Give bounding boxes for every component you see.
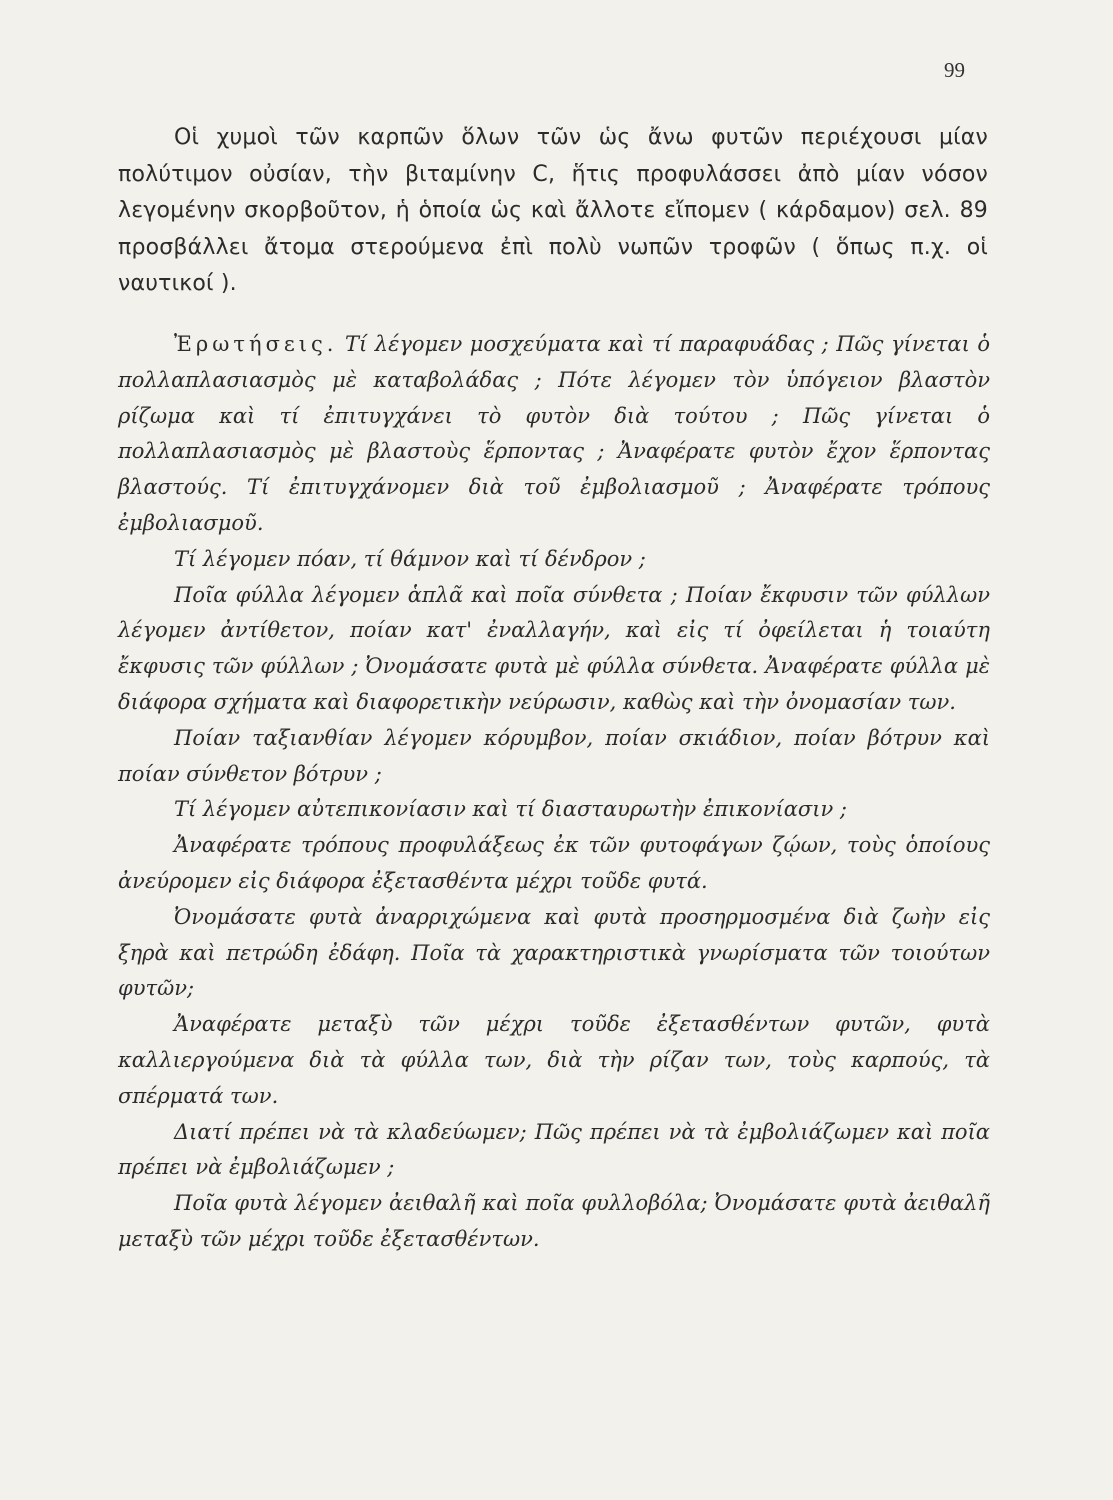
question-paragraph: Ἀναφέρατε μεταξὺ τῶν μέχρι τοῦδε ἐξετασθέντων φυτῶν, φυτὰ καλλιεργούμενα διὰ τὰ φύλλα των, διὰ τὴν ρίζαν των, τοὺς καρπούς, τὰ σπέρματά των. bbox=[118, 1012, 990, 1108]
intro-section bbox=[118, 120, 988, 303]
intro-paragraph: Οἱ χυμοὶ τῶν καρπῶν ὅλων τῶν ὡς ἄνω φυτῶν περιέχουσι μίαν πολύτιμον οὐσίαν, τὴν βιταμίνην C, ἥτις προφυλάσσει ἀπὸ μίαν νόσον λεγομένην σκορβοῦτον, ἡ ὁποία ὡς καὶ ἄλλοτε εἴπομεν ( κάρδαμον) σελ. 89 προσβάλλει ἄτομα στερούμενα ἐπὶ πολὺ νωπῶν τροφῶν ( ὅπως π.χ. οἱ ναυτικοί ). bbox=[118, 125, 988, 296]
questions-first-text: Τί λέγομεν μοσχεύματα καὶ τί παραφυάδας ; Πῶς γίνεται ὁ πολλαπλασιασμὸς μὲ καταβολάδας ; Πότε λέγομεν τὸν ὑπόγειον βλαστὸν ρίζωμα καὶ τί ἐπιτυγχάνει τὸ φυτὸν διὰ τούτου ; Πῶς γίνεται ὁ πολλαπλασιασμὸς μὲ βλαστοὺς ἕρποντας ; Ἀναφέρατε φυτὸν ἔχον ἕρποντας βλαστούς. Τί ἐπιτυγχάνομεν διὰ τοῦ ἐμβολιασμοῦ ; Ἀναφέρατε τρόπους ἐμβολιασμοῦ. bbox=[118, 332, 990, 535]
question-paragraph: Τί λέγομεν πόαν, τί θάμνον καὶ τί δένδρον ; bbox=[174, 546, 646, 571]
question-paragraph: Διατί πρέπει νὰ τὰ κλαδεύωμεν; Πῶς πρέπει νὰ τὰ ἐμβολιάζωμεν καὶ ποῖα πρέπει νὰ ἐμβολιάζωμεν ; bbox=[118, 1119, 990, 1180]
questions-first-paragraph bbox=[118, 327, 990, 542]
question-paragraph: Ποίαν ταξιανθίαν λέγομεν κόρυμβον, ποίαν σκιάδιον, ποίαν βότρυν καὶ ποίαν σύνθετον βότρυν ; bbox=[118, 725, 990, 786]
question-paragraph: Τί λέγομεν αὐτεπικονίασιν καὶ τί διασταυρωτὴν ἐπικονίασιν ; bbox=[174, 797, 847, 822]
question-paragraph: Ἀναφέρατε τρόπους προφυλάξεως ἐκ τῶν φυτοφάγων ζῴων, τοὺς ὁποίους ἀνεύρομεν εἰς διάφορα ἐξετασθέντα μέχρι τοῦδε φυτά. bbox=[118, 833, 990, 893]
questions-heading: Ἐρωτήσεις. bbox=[174, 332, 338, 356]
questions-section bbox=[118, 327, 990, 1258]
page-number: 99 bbox=[944, 58, 965, 82]
question-paragraph: Ὀνομάσατε φυτὰ ἀναρριχώμενα καὶ φυτὰ προσηρμοσμένα διὰ ζωὴν εἰς ξηρὰ καὶ πετρώδη ἐδάφη. Ποῖα τὰ χαρακτηριστικὰ γνωρίσματα τῶν τοιούτων φυτῶν; bbox=[118, 904, 990, 1001]
question-paragraph: Ποῖα φύλλα λέγομεν ἁπλᾶ καὶ ποῖα σύνθετα ; Ποίαν ἔκφυσιν τῶν φύλλων λέγομεν ἀντίθετον, ποίαν κατ' ἐναλλαγήν, καὶ εἰς τί ὀφείλεται ἡ τοιαύτη ἔκφυσις τῶν φύλλων ; Ὀνομάσατε φυτὰ μὲ φύλλα σύνθετα. Ἀναφέρατε φύλλα μὲ διάφορα σχήματα καὶ διαφορετικὴν νεύρωσιν, καθὼς καὶ τὴν ὀνομασίαν των. bbox=[118, 582, 990, 714]
question-paragraph: Ποῖα φυτὰ λέγομεν ἀειθαλῆ καὶ ποῖα φυλλοβόλα; Ὀνομάσατε φυτὰ ἀειθαλῆ μεταξὺ τῶν μέχρι τοῦδε ἐξετασθέντων. bbox=[118, 1191, 990, 1251]
